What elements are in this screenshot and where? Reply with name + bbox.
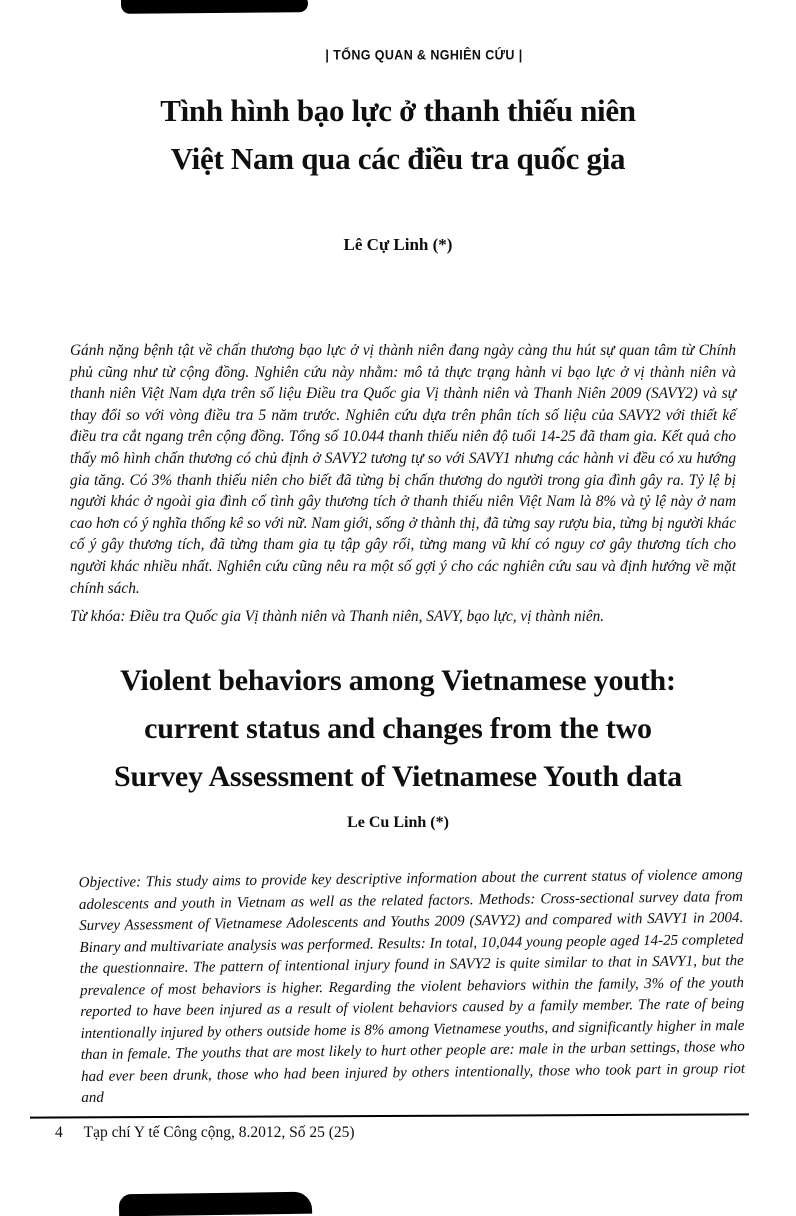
abstract-vietnamese: Gánh nặng bệnh tật về chấn thương bạo lực ở vị thành niên đang ngày càng thu hút sự quan tâm từ Chính phủ cũng như từ cộng đồng. Nghiên cứu này nhằm: mô tả thực trạng hành vi bạo lực ở vị thành niên và thanh niên Việt Nam dựa trên số liệu Điều tra Quốc gia Vị thành niên và Thanh Niên 2009 (SAVY2) và sự thay đổi so với vòng điều tra 5 năm trước. Nghiên cứu dựa trên phân tích số liệu của SAVY2 với thiết kế điều tra cắt ngang trên cộng đồng. Tổng số 10.044 thanh thiếu niên độ tuổi 14-25 đã tham gia. Kết quả cho thấy mô hình chấn thương có chủ định ở SAVY2 tương tự so với SAVY1 nhưng các hành vi đều có xu hướng gia tăng. Có 3% thanh thiếu niên cho biết đã từng bị chấn thương do người trong gia đình gây ra. Tỷ lệ bị người khác ở ngoài gia đình cố tình gây thương tích ở thanh thiếu niên Việt Nam là 8% và tỷ lệ này ở nam cao hơn có ý nghĩa thống kê so với nữ. Nam giới, sống ở thành thị, đã từng say rượu bia, từng bị người khác cố ý gây thương tích, đã từng tham gia tụ tập gây rối, từng mang vũ khí có nguy cơ gây thương tích cho người khác nhiều nhất. Nghiên cứu cũng nêu ra một số gợi ý cho các nghiên cứu sau và định hướng về mặt chính sách.	[70, 342, 736, 597]
author-vietnamese: Lê Cự Linh (*)	[343, 235, 453, 254]
bottom-binding-mark	[119, 1192, 312, 1216]
page-footer	[55, 1124, 355, 1142]
article-title-vietnamese-line2: Việt Nam qua các điều tra quốc gia	[170, 141, 626, 176]
section-header: | TỔNG QUAN & NGHIÊN CỨU |	[325, 47, 523, 63]
keywords-vietnamese: Từ khóa: Điều tra Quốc gia Vị thành niên và Thanh niên, SAVY, bạo lực, vị thành niên.	[70, 608, 605, 626]
article-title-english-line1: Violent behaviors among Vietnamese youth:	[120, 663, 676, 697]
abstract-english: Objective: This study aims to provide key descriptive information about the current status of violence among adolescents and youth in Vietnam as well as the related factors. Methods: Cross-sectional survey data from Survey Assessment of Vietnamese Adolescents and Youths 2009 (SAVY2) and compared with SAVY1 in 2004. Binary and multivariate analysis was performed. Results: In total, 10,044 young people aged 14-25 completed the questionnaire. The pattern of intentional injury found in SAVY2 is quite similar to that in SAVY1, but the prevalence of most behaviors is higher. Regarding the violent behaviors within the family, 3% of the youth reported to have been injured as a result of violent behaviors caused by a family member. The rate of being intentionally injured by others outside home is 8% among Vietnamese youths, and significantly higher in male than in female. The youths that are most likely to hurt other people are: male in the urban settings, those who had ever been drunk, those who had been injured by others intentionally, those who took part in group riot and	[78, 866, 746, 1106]
footer-rule	[30, 1113, 749, 1118]
article-title-english-line2: current status and changes from the two	[144, 711, 652, 745]
page-number: 4	[55, 1124, 63, 1141]
author-english: Le Cu Linh (*)	[347, 813, 449, 831]
journal-info: Tạp chí Y tế Công cộng, 8.2012, Số 25 (25)	[83, 1124, 355, 1141]
article-title-vietnamese-line1: Tình hình bạo lực ở thanh thiếu niên	[160, 93, 636, 128]
article-title-english-line3: Survey Assessment of Vietnamese Youth data	[114, 759, 682, 793]
article-title-english	[0, 657, 796, 801]
article-title-vietnamese	[0, 87, 796, 183]
